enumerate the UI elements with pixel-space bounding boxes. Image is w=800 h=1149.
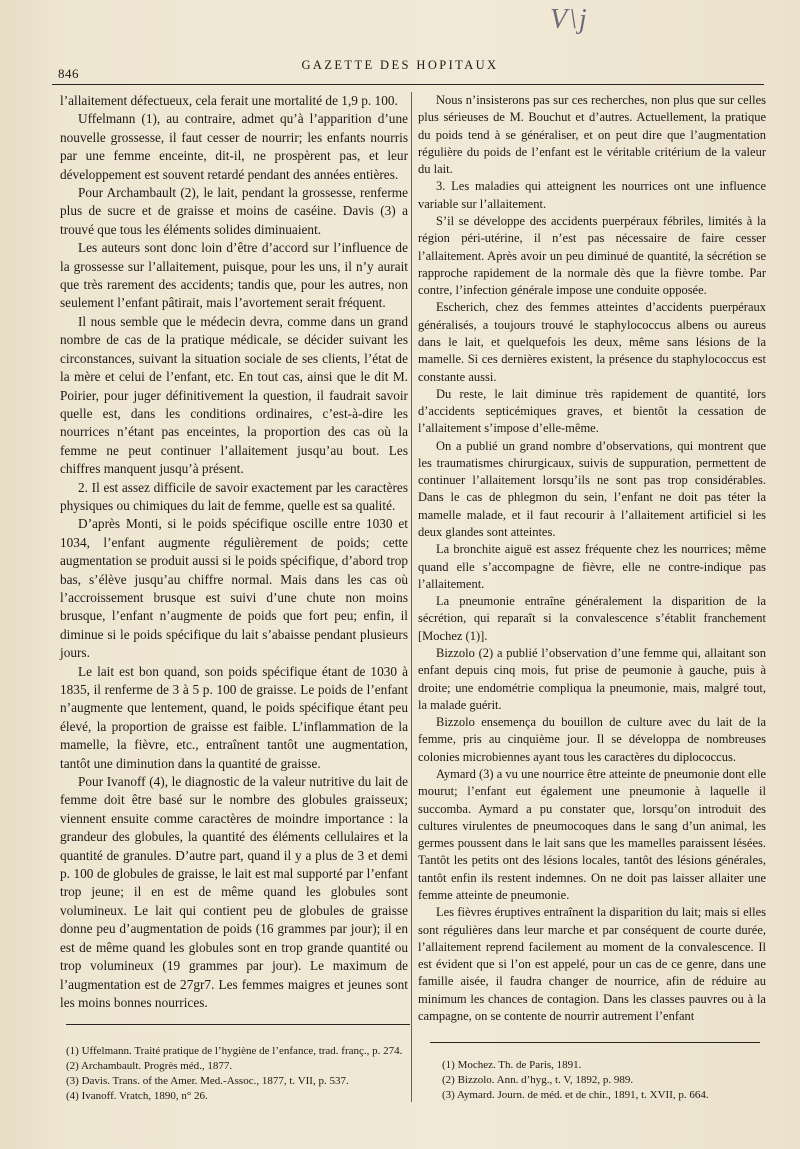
paragraph: l’allaitement défectueux, cela ferait une mortalité de 1,9 p. 100. (60, 93, 398, 108)
paragraph: D’après Monti, si le poids spécifique oscille entre 1030 et 1034, l’enfant augmente régulièrement de poids; cette augmentation se produit aussi si le poids spécifique, d’abord trop bas, s’élève jusqu’au chiffre normal. Mais dans les cas où l’accroissement brusque est suivi d’une chute non moins brusque, l’enfant n’augmente de poids que fort peu; enfin, il diminue si le poids spécifique du lait s’abaisse pendant plusieurs jours. (60, 516, 408, 661)
page-number: 846 (58, 66, 79, 81)
paragraph: Pour Ivanoff (4), le diagnostic de la valeur nutritive du lait de femme doit être basé sur le nombre des globules graisseux; viennent ensuite comme caractères de moindre importance : la grandeur des globules, la quantité des éléments cellulaires et la quantité de granules. D’autre part, quand il y a plus de 3 et demi p. 100 de globules de graisse, le lait est mal supporté par l’enfant trop jeune; il en est de même quand les globules sont volumineux. Le lait qui contient peu de globules de graisse donne peu d’augmentation de poids (16 grammes par jour); il en est de même quand les globules sont en trop grande quantité ou trop volumineux (19 grammes par jour). Le maximum de l’augmentation est de 27gr7. Les femmes maigres et jeunes sont les moins bonnes nourrices. (60, 774, 408, 1010)
paragraph: Il nous semble que le médecin devra, comme dans un grand nombre de cas de la pratique médicale, se décider suivant les circonstances, suivant la situation sociale de ses clients, l’état de la mère et celui de l’enfant, etc. En tout cas, ainsi que le dit M. Poirier, pour juger définitivement la question, il faudrait savoir quelle est, dans les conditions ordinaires, c’est-à-dire les nourrices n’étant pas enceintes, la proportion des cas où la femme ne peut continuer l’allaitement jusqu’au bout. Les chiffres manquent jusqu’à présent. (60, 313, 408, 477)
handwritten-margin-mark: V\j (550, 4, 589, 35)
header-rule (52, 84, 764, 85)
footnote: (1) Mochez. Th. de Paris, 1891. (442, 1059, 582, 1071)
paragraph: Les auteurs sont donc loin d’être d’accord sur l’influence de la grossesse sur l’allaitement, puisque, pour les uns, il n’y aurait que très rarement des accidents; tandis que, pour les autres, non seulement l’enfant pâtirait, mais l’avortement serait fréquent. (60, 240, 408, 311)
paragraph: 3. Les maladies qui atteignent les nourrices ont une influence variable sur l’allaitement. (418, 179, 766, 211)
paragraph: Bizzolo (2) a publié l’observation d’une femme qui, allaitant son enfant depuis cinq mois, fut prise de peumonie à gauche, puis à droite; une endométrie compliqua la pneumonie, mais, malgré tout, la malade guérit. (418, 646, 766, 712)
paragraph: Aymard (3) a vu une nourrice être atteinte de pneumonie dont elle mourut; l’enfant eut également une pneumonie à laquelle il succomba. Aymard a pu constater que, lorsqu’on introduit des cultures virulentes de pneumocoques dans le sang d’un animal, les germes poussent dans le lait sans que les mamelles paraissent lésées. Tantôt les petits ont des lésions locales, tantôt des lésions générales, tantôt enfin ils restent indemnes. On ne doit pas laisser allaiter une femme atteinte de pneumonie. (418, 766, 766, 902)
paragraph: Les fièvres éruptives entraînent la disparition du lait; mais si elles sont régulières dans leur marche et par conséquent de courte durée, l’allaitement reprend facilement au moment de la convalescence. Il est évident que si l’on est appelé, pour un cas de ce genre, dans une famille aisée, il faudra changer de nourrice, afin de réduire au minimum les chances de contagion. Dans les classes pauvres ou à la campagne, on se contente de nourrir autrement l’enfant (418, 905, 766, 1023)
paragraph: Pour Archambault (2), le lait, pendant la grossesse, renferme plus de sucre et de graisse et moins de caséine. Davis (3) a trouvé que tous les éléments solides diminuaient. (60, 185, 408, 237)
paragraph: Du reste, le lait diminue très rapidement de quantité, lors d’accidents septicémiques graves, et bientôt la cessation de l’allaitement s’impose d’elle-même. (418, 386, 766, 436)
footnotes-rule-left (66, 1024, 410, 1025)
paragraph: 2. Il est assez difficile de savoir exactement par les caractères physiques ou chimiques du lait de femme, quelle est sa qualité. (60, 479, 408, 513)
footnotes-rule-right (430, 1042, 760, 1043)
paragraph: La pneumonie entraîne généralement la disparition de la sécrétion, qui reparaît si la convalescence s’établit franchement [Mochez (1)]. (418, 594, 766, 643)
footnote: (4) Ivanoff. Vratch, 1890, n° 26. (66, 1090, 208, 1102)
left-column (60, 92, 408, 1012)
footnotes-right (442, 1058, 762, 1103)
footnote: (2) Archambault. Progrès méd., 1877. (66, 1060, 233, 1072)
footnote: (3) Davis. Trans. of the Amer. Med.-Assoc., 1877, t. VII, p. 537. (66, 1075, 349, 1087)
paragraph: On a publié un grand nombre d’observations, qui montrent que les traumatismes chirurgicaux, suivis de suppuration, permettent de continuer l’allaitement lorsqu’ils ne sont pas trop considérables. Dans le cas de phlegmon du sein, l’enfant ne doit pas téter la mamelle malade, et il faut recourir à l’allaitement artificiel si les deux glandes sont atteintes. (418, 438, 766, 540)
column-divider (411, 92, 412, 1102)
paragraph: La bronchite aiguë est assez fréquente chez les nourrices; même quand elle s’accompagne de fièvre, elle ne contre-indique pas l’allaitement. (418, 542, 766, 591)
right-column (418, 92, 766, 1025)
running-title: GAZETTE DES HOPITAUX (301, 58, 499, 72)
paragraph: Uffelmann (1), au contraire, admet qu’à l’apparition d’une nouvelle grossesse, il faut cesser de nourrir; les enfants nourris par une femme enceinte, dit-il, ne prospèrent pas, et leur développement est souvent retardé pendant des années entières. (60, 111, 408, 182)
paragraph: S’il se développe des accidents puerpéraux fébriles, limités à la région péri-utérine, il n’est pas nécessaire de faire cesser l’allaitement. Après avoir un peu diminué de quantité, la sécrétion se rapproche rapidement de la normale dès que la fièvre tombe. Par contre, l’infection générale impose une conduite opposée. (418, 213, 766, 298)
paragraph: Bizzolo ensemença du bouillon de culture avec du lait de la femme, pris au cinquième jour. Il se développa de nombreuses colonies microbiennes ayant tous les caractères du diplococcus. (418, 715, 766, 764)
footnote: (2) Bizzolo. Ann. d’hyg., t. V, 1892, p. 989. (442, 1074, 634, 1086)
paragraph: Escherich, chez des femmes atteintes d’accidents puerpéraux généralisés, a toujours trouvé le staphylococcus albens ou aureus dans le lait, et quelquefois les deux, même sans lésions de la mamelle. Si ces dernières existent, la présence du staphylococcus est constante aussi. (418, 300, 766, 384)
footnotes-left (66, 1044, 412, 1104)
footnote: (3) Aymard. Journ. de méd. et de chir., 1891, t. XVII, p. 664. (442, 1089, 709, 1101)
paragraph: Le lait est bon quand, son poids spécifique étant de 1030 à 1835, il renferme de 3 à 5 p. 100 de graisse. Le poids de l’enfant n’augmente que lentement, quand, le poids spécifique étant peu élevé, la proportion de graisse est faible. L’inflammation de la mamelle, la fièvre, etc., entraînent tantôt une augmentation, tantôt une diminution dans la quantité de graisse. (60, 663, 408, 771)
paragraph: Nous n’insisterons pas sur ces recherches, non plus que sur celles plus sérieuses de M. Bouchut et d’autres. Actuellement, la pratique du poids tend à se généraliser, et on peut dire que l’augmentation régulière du poids de l’enfant est le véritable critérium de la valeur du lait. (418, 93, 766, 177)
footnote: (1) Uffelmann. Traité pratique de l’hygiène de l’enfance, trad. franç., p. 274. (66, 1045, 403, 1057)
